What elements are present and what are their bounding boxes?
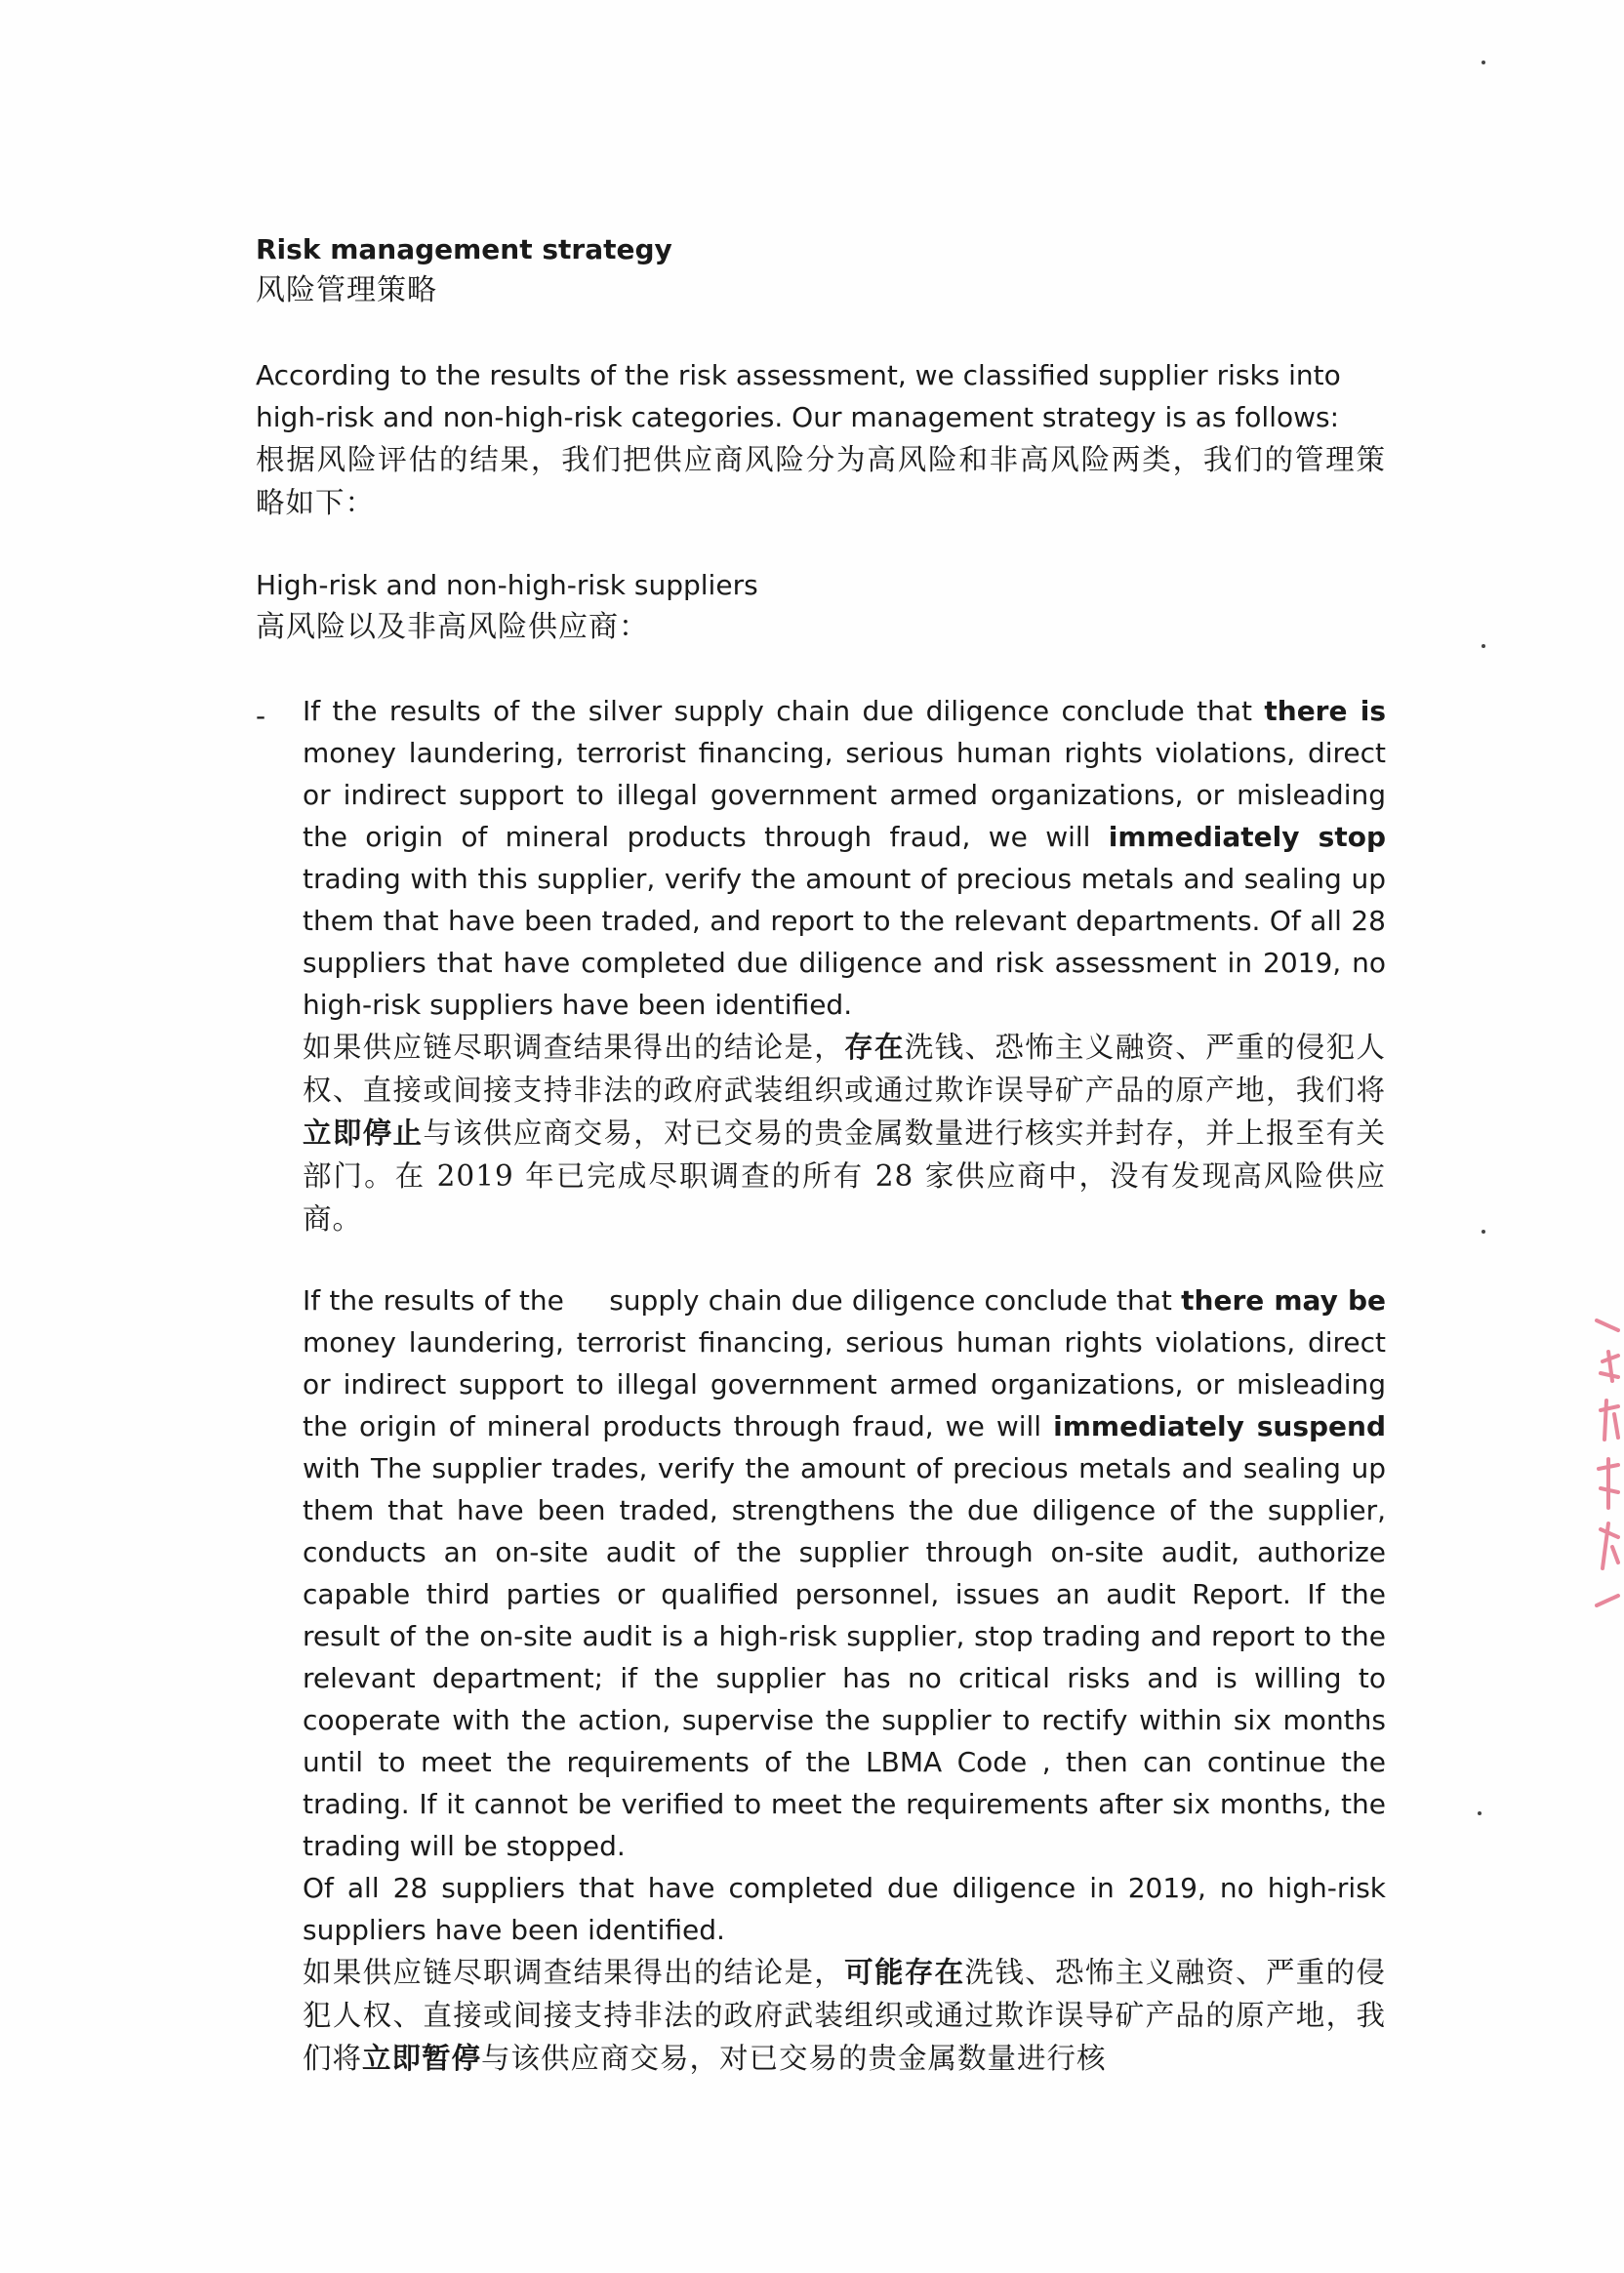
item1-emphasis-immediately-stop: immediately stop bbox=[1108, 821, 1386, 853]
seal-stamp-icon bbox=[1589, 1313, 1624, 1615]
heading-block bbox=[256, 230, 1386, 312]
bullet-marker: - bbox=[256, 700, 266, 732]
item1-block bbox=[303, 690, 1386, 1240]
seal-stamp-fragment bbox=[1589, 1313, 1624, 1615]
scan-dot bbox=[1482, 644, 1485, 648]
intro-block bbox=[256, 354, 1386, 524]
subheading-zh: 高风险以及非高风险供应商： bbox=[256, 610, 649, 644]
item2-zh: 如果供应链尽职调查结果得出的结论是，可能存在洗钱、恐怖主义融资、严重的侵犯人权、直接或间接支持非法的政府武装组织或通过欺诈误导矿产品的原产地，我们将立即暂停与该供应商交易，对已交易的贵金属数量进行核 bbox=[303, 1955, 1386, 2075]
subheading-en: High-risk and non-high-risk suppliers bbox=[256, 569, 758, 601]
intro-en: According to the results of the risk assessment, we classified supplier risks into high-risk and non-high-risk categories. Our management strategy is as follows: bbox=[256, 359, 1341, 433]
scan-dot bbox=[1482, 1230, 1485, 1234]
heading-zh: 风险管理策略 bbox=[256, 273, 437, 307]
scan-dot bbox=[1482, 61, 1485, 64]
item2-summary-en: Of all 28 suppliers that have completed due diligence in 2019, no high-risk suppliers have been identified. bbox=[303, 1872, 1386, 1946]
intro-zh: 根据风险评估的结果，我们把供应商风险分为高风险和非高风险两类，我们的管理策略如下： bbox=[256, 443, 1386, 519]
item1-en: If the results of the silver supply chain due diligence conclude that there is money laundering, terrorist financing, serious human rights violations, direct or indirect support to illegal government armed organizations, or misleading the origin of mineral products through fraud, we will immediately stop trading with this supplier, verify the amount of precious metals and sealing up them that have been traded, and report to the relevant departments. Of all 28 suppliers that have completed due diligence and risk assessment in 2019, no high-risk suppliers have been identified. bbox=[303, 695, 1386, 1021]
item2-en: If the results of the supply chain due diligence conclude that there may be money laundering, terrorist financing, serious human rights violations, direct or indirect support to illegal government armed organizations, or misleading the origin of mineral products through fraud, we will immediately suspend with The supplier trades, verify the amount of precious metals and sealing up them that have been traded, strengthens the due diligence of the supplier, conducts an on-site audit of the supplier through on-site audit, authorize capable third parties or qualified personnel, issues an audit Report. If the result of the on-site audit is a high-risk supplier, stop trading and report to the relevant department; if the supplier has no critical risks and is willing to cooperate with the action, supervise the supplier to rectify within six months until to meet the requirements of the LBMA Code , then can continue the trading. If it cannot be verified to meet the requirements after six months, the trading will be stopped. bbox=[303, 1284, 1386, 1862]
heading-en: Risk management strategy bbox=[256, 233, 672, 265]
item2-emphasis-immediately-suspend: immediately suspend bbox=[1053, 1410, 1386, 1442]
item2-emphasis-there-may-be: there may be bbox=[1181, 1284, 1386, 1317]
scan-dot bbox=[1478, 1811, 1482, 1815]
item1-emphasis-there-is: there is bbox=[1264, 695, 1386, 727]
item2-block bbox=[303, 1279, 1386, 2080]
item1-zh: 如果供应链尽职调查结果得出的结论是，存在洗钱、恐怖主义融资、严重的侵犯人权、直接或间接支持非法的政府武装组织或通过欺诈误导矿产品的原产地，我们将立即停止与该供应商交易，对已交易的贵金属数量进行核实并封存，并上报至有关部门。在 2019 年已完成尽职调查的所有 28 家供应商中，没有发现高风险供应商。 bbox=[303, 1030, 1386, 1236]
subheading-block bbox=[256, 564, 1386, 649]
